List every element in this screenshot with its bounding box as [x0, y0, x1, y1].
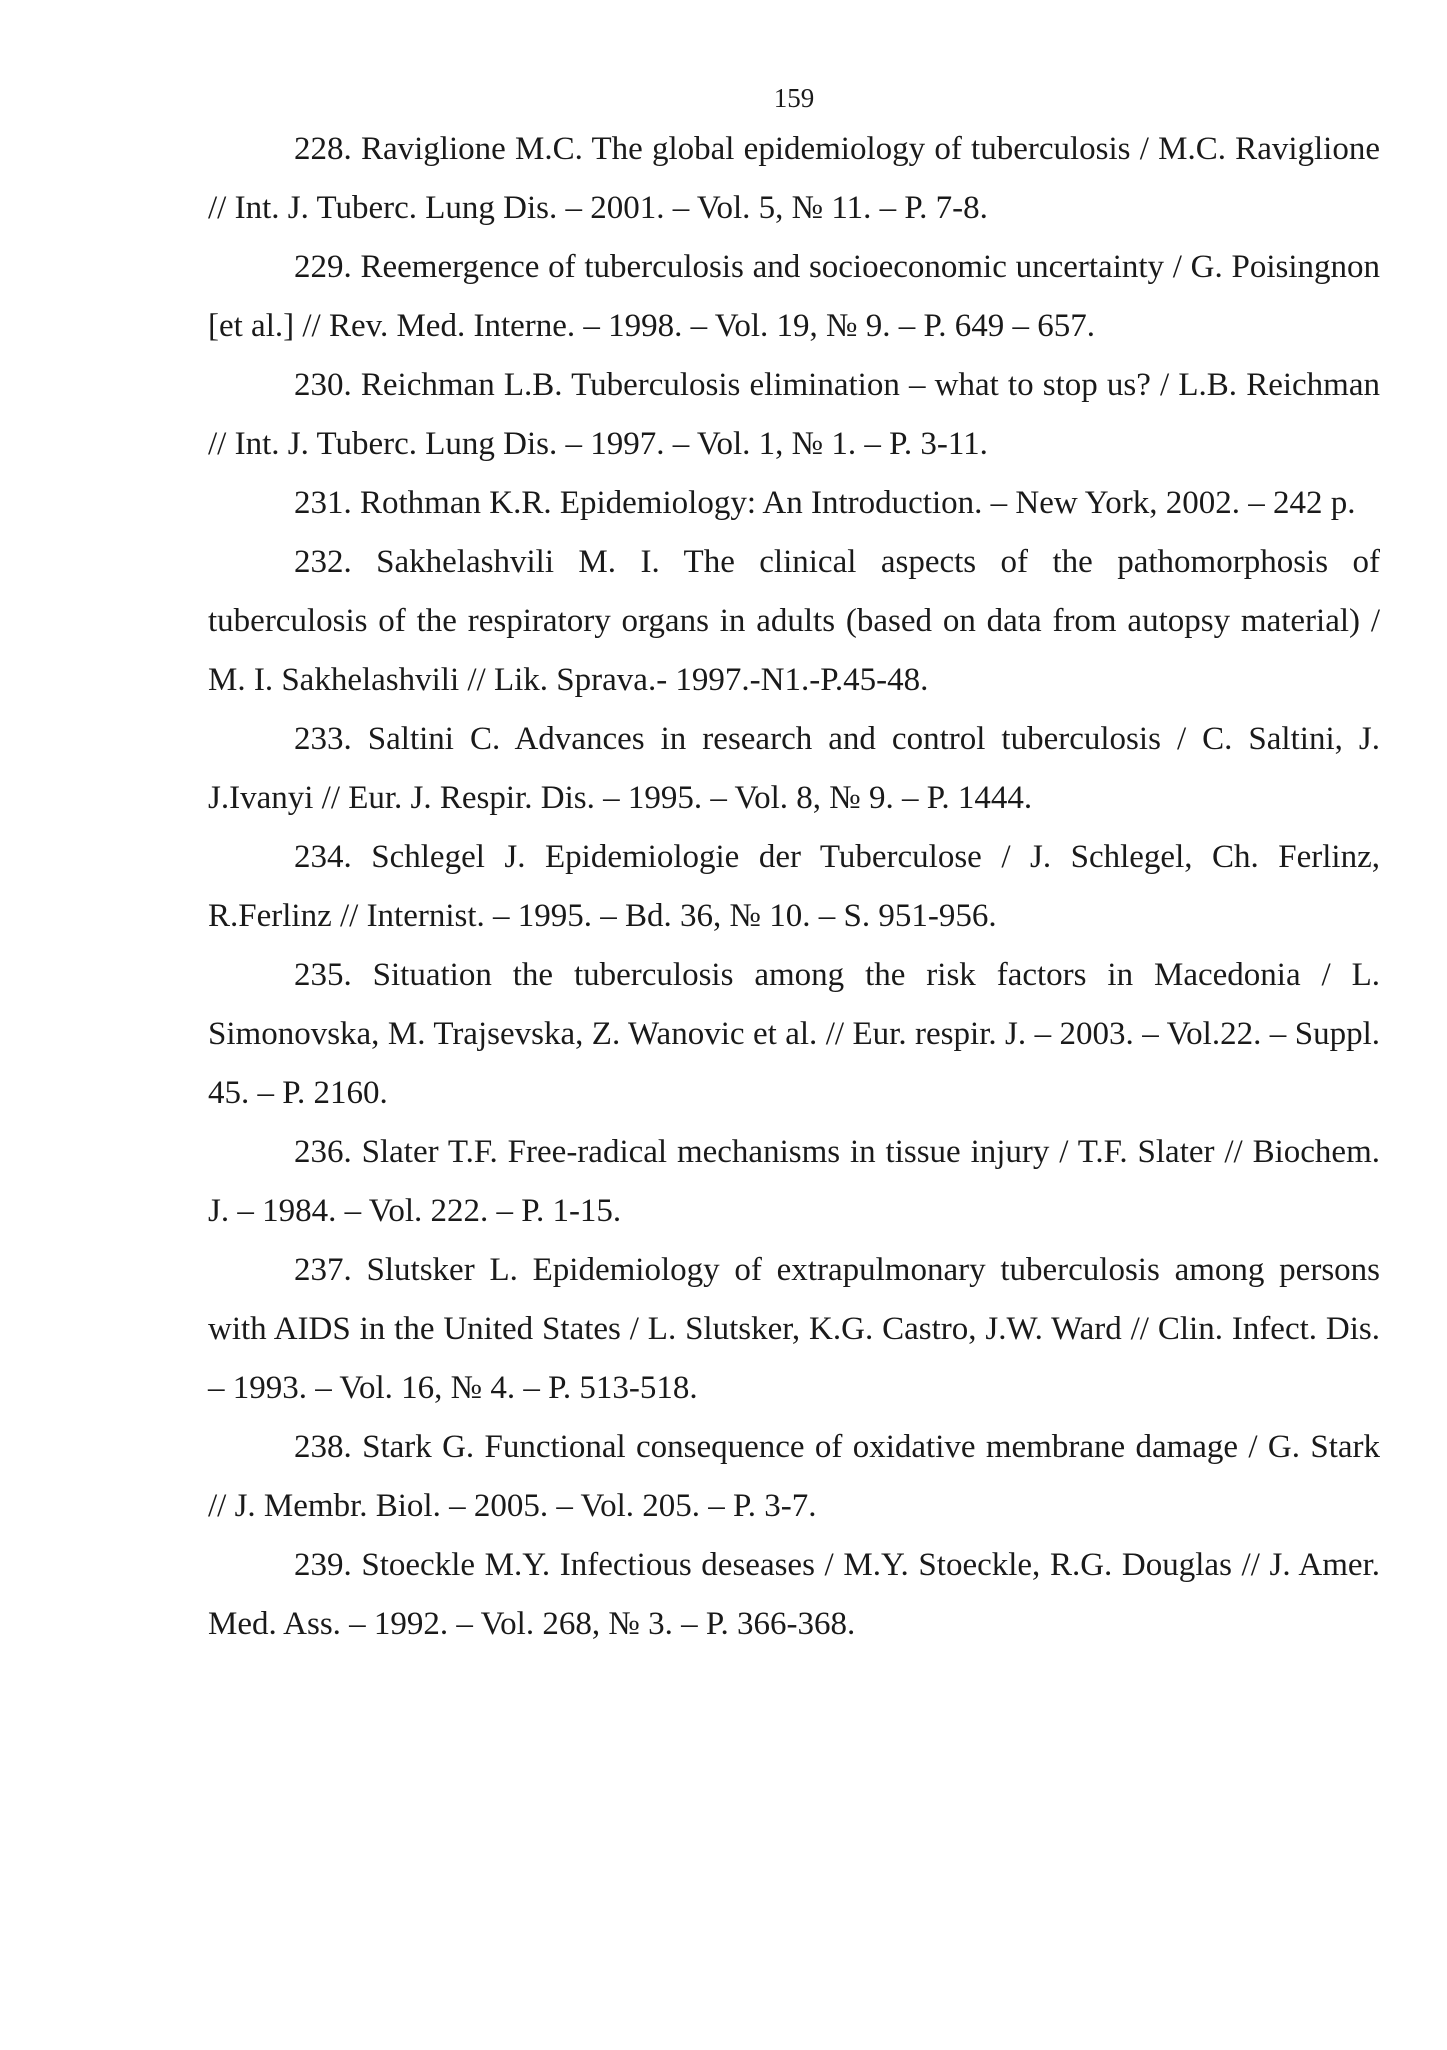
reference-item: 232. Sakhelashvili M. I. The clinical aspects of the pathomorphosis of tuberculosis of the respiratory organs in adults (based on data from autopsy material) / M. I. Sakhelashvili // Lik. Sprava.- 1997.-N1.-P.45-48.	[208, 544, 1380, 698]
reference-item: 234. Schlegel J. Epidemiologie der Tuberculose / J. Schlegel, Ch. Ferlinz, R.Ferlinz // Internist. – 1995. – Bd. 36, № 10. – S. 951-956.	[208, 839, 1380, 934]
reference-item: 238. Stark G. Functional consequence of oxidative membrane damage / G. Stark // J. Membr. Biol. – 2005. – Vol. 205. – P. 3-7.	[208, 1429, 1380, 1524]
reference-item: 233. Saltini C. Advances in research and control tuberculosis / C. Saltini, J. J.Ivanyi // Eur. J. Respir. Dis. – 1995. – Vol. 8, № 9. – P. 1444.	[208, 721, 1380, 816]
reference-item: 230. Reichman L.B. Tuberculosis elimination – what to stop us? / L.B. Reichman // Int. J. Tuberc. Lung Dis. – 1997. – Vol. 1, № 1. – P. 3-11.	[208, 367, 1380, 462]
reference-list	[208, 120, 1380, 1654]
reference-item: 236. Slater T.F. Free-radical mechanisms in tissue injury / T.F. Slater // Biochem. J. – 1984. – Vol. 222. – P. 1-15.	[208, 1134, 1380, 1229]
document-page	[208, 78, 1380, 1654]
reference-item: 237. Slutsker L. Epidemiology of extrapulmonary tuberculosis among persons with AIDS in the United States / L. Slutsker, K.G. Castro, J.W. Ward // Clin. Infect. Dis. – 1993. – Vol. 16, № 4. – P. 513-518.	[208, 1252, 1380, 1406]
reference-item: 229. Reemergence of tuberculosis and socioeconomic uncertainty / G. Poisingnon [et al.] // Rev. Med. Interne. – 1998. – Vol. 19, № 9. – P. 649 – 657.	[208, 249, 1380, 344]
reference-item: 235. Situation the tuberculosis among the risk factors in Macedonia / L. Simonovska, M. Trajsevska, Z. Wanovic et al. // Eur. respir. J. – 2003. – Vol.22. – Suppl. 45. – P. 2160.	[208, 957, 1380, 1111]
page-number: 159	[773, 83, 815, 113]
reference-item: 228. Raviglione M.C. The global epidemiology of tuberculosis / M.C. Raviglione // Int. J. Tuberc. Lung Dis. – 2001. – Vol. 5, № 11. – P. 7-8.	[208, 131, 1380, 226]
reference-item: 239. Stoeckle M.Y. Infectious deseases / M.Y. Stoeckle, R.G. Douglas // J. Amer. Med. Ass. – 1992. – Vol. 268, № 3. – P. 366-368.	[208, 1547, 1380, 1642]
reference-item: 231. Rothman K.R. Epidemiology: An Introduction. – New York, 2002. – 242 p.	[294, 485, 1356, 521]
